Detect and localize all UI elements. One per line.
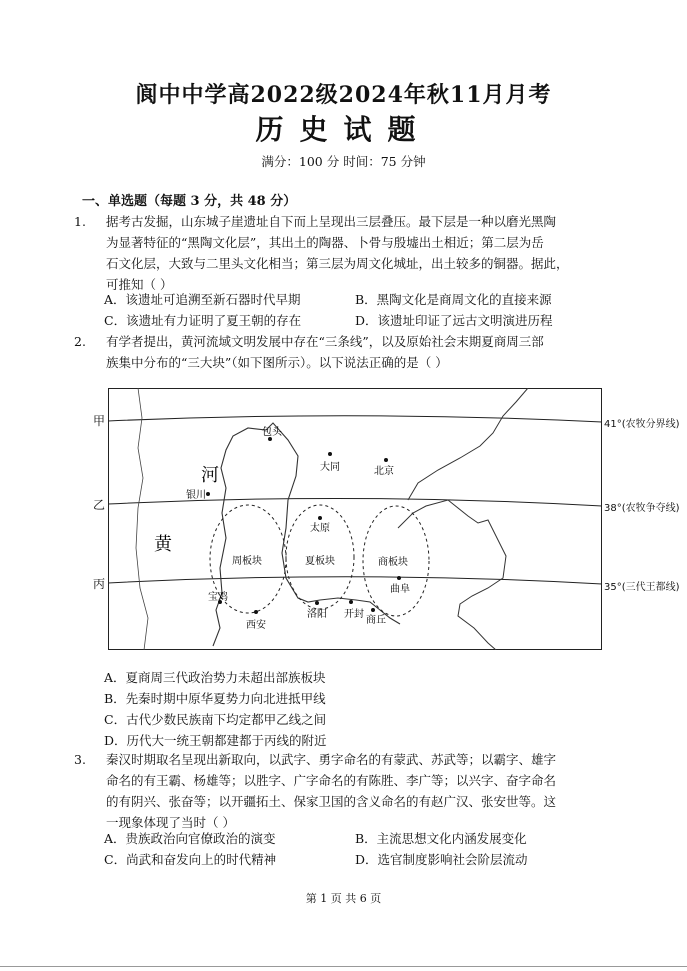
block-shang: 商板块 [378, 557, 408, 568]
question-3-line-1: 秦汉时期取名呈现出新取向，以武字、勇字命名的有蒙武、苏武等；以霸字、雄字 [106, 752, 557, 767]
city-yinchuan: 银川 [186, 490, 206, 501]
city-baoji: 宝鸡 [208, 592, 228, 603]
question-3 [74, 749, 614, 833]
datong-dot [328, 452, 332, 456]
question-2 [74, 331, 614, 373]
city-luoyang: 洛阳 [307, 609, 327, 620]
q2-option-a[interactable]: A．夏商周三代政治势力未超出部族板块 [104, 670, 326, 685]
block-xia: 夏板块 [305, 556, 335, 567]
q2-option-b[interactable]: B．先秦时期中原华夏势力向北进抵甲线 [104, 691, 326, 706]
q3-option-a[interactable]: A．贵族政治向官僚政治的演变 [104, 831, 276, 846]
question-2-line-1: 有学者提出，黄河流域文明发展中存在“三条线”，以及原始社会末期夏商周三部 [106, 334, 544, 349]
yinchuan-dot [206, 492, 210, 496]
question-1 [74, 211, 614, 295]
luoyang-dot [315, 601, 319, 605]
taiyuan-dot [318, 516, 322, 520]
city-kaifeng: 开封 [344, 609, 364, 620]
yellow-river-map [108, 388, 602, 650]
q2-option-c[interactable]: C．古代少数民族南下均定都甲乙线之间 [104, 712, 327, 727]
city-baotou: 包头 [262, 427, 282, 438]
line-label-jia: 甲 [93, 414, 106, 428]
city-shangqiu: 商丘 [366, 615, 386, 626]
question-number: 3. [74, 752, 86, 767]
qufu-dot [397, 576, 401, 580]
question-1-line-2: 为显著特征的“黑陶文化层”，其出土的陶器、卜骨与殷墟出土相近；第二层为岳 [106, 235, 544, 250]
page-bottom-edge [0, 966, 687, 967]
q3-option-b[interactable]: B．主流思想文化内涵发展变化 [355, 831, 527, 846]
question-number: 1. [74, 214, 86, 229]
line-35-label: 35°(三代王都线) [604, 582, 680, 593]
city-datong: 大同 [320, 462, 340, 473]
q1-option-d[interactable]: D．该遗址印证了远古文明演进历程 [355, 313, 553, 328]
question-1-line-3: 石文化层，大致与二里头文化相当；第三层为周文化城址，出土较多的铜器。据此， [106, 256, 569, 271]
section-title: 一、单选题（每题 3 分，共 48 分） [82, 194, 297, 209]
city-xian: 西安 [246, 620, 266, 631]
page-footer: 第 1 页 共 6 页 [305, 892, 382, 905]
q1-option-b[interactable]: B．黑陶文化是商周文化的直接来源 [355, 292, 552, 307]
city-beijing: 北京 [374, 466, 394, 477]
kaifeng-dot [349, 600, 353, 604]
city-qufu: 曲阜 [390, 584, 410, 595]
line-38-label: 38°(农牧争夺线) [604, 503, 680, 514]
question-number: 2. [74, 334, 86, 349]
beijing-dot [384, 458, 388, 462]
line-41-label: 41°(农牧分界线) [604, 419, 680, 430]
question-1-line-4: 可推知（ ） [106, 277, 173, 292]
city-taiyuan: 太原 [310, 523, 330, 534]
shangqiu-dot [371, 608, 375, 612]
subject-title: 历史试题 [255, 113, 432, 146]
q3-option-d[interactable]: D．选官制度影响社会阶层流动 [355, 852, 528, 867]
q3-option-c[interactable]: C．尚武和奋发向上的时代精神 [104, 852, 277, 867]
question-1-line-1: 据考古发掘，山东城子崖遗址自下而上呈现出三层叠压。最下层是一种以磨光黑陶 [106, 214, 557, 229]
q1-option-c[interactable]: C．该遗址有力证明了夏王朝的存在 [104, 313, 302, 328]
question-3-line-3: 的有阴兴、张奋等；以开疆拓土、保家卫国的含义命名的有赵广汉、张安世等。这 [106, 794, 557, 809]
exam-meta: 满分：100 分 时间：75 分钟 [261, 154, 426, 169]
q1-option-a[interactable]: A．该遗址可追溯至新石器时代早期 [104, 292, 301, 307]
question-2-line-2: 族集中分布的“三大块”（如下图所示）。以下说法正确的是（ ） [106, 355, 448, 370]
block-zhou: 周板块 [232, 556, 262, 567]
school-title: 阆中中学高2022级2024年秋11月月考 [135, 82, 552, 108]
river-huang: 黄 [154, 534, 172, 555]
question-3-line-2: 命名的有王霸、杨雄等；以胜字、广字命名的有陈胜、李广等；以兴字、奋字命名 [106, 773, 557, 788]
river-he: 河 [201, 465, 219, 486]
q2-option-d[interactable]: D．历代大一统王朝都建都于丙线的附近 [104, 733, 327, 748]
line-label-bing: 丙 [93, 577, 106, 591]
line-label-yi: 乙 [93, 498, 106, 512]
question-3-line-4: 一现象体现了当时（ ） [106, 815, 235, 830]
xian-dot [254, 610, 258, 614]
